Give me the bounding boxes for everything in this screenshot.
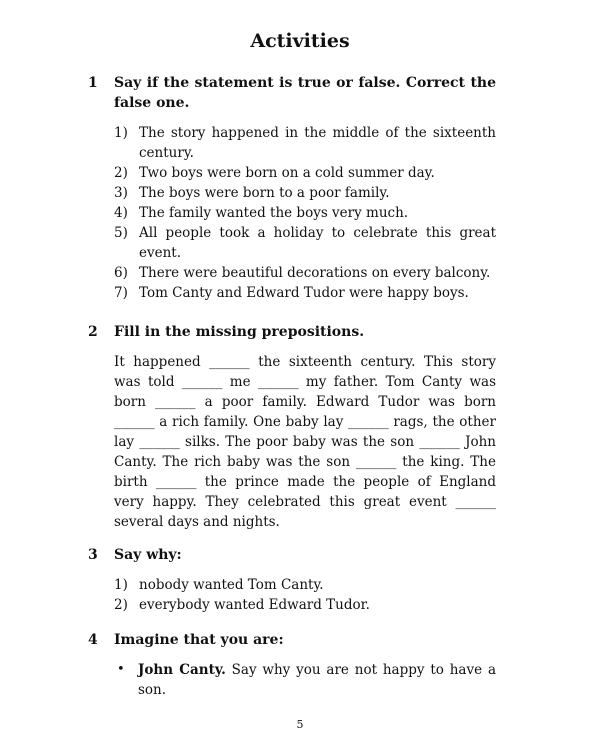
- page-title: Activities: [250, 30, 350, 52]
- item-text: Two boys were born on a cold summer day.: [139, 165, 435, 181]
- list-item: [114, 595, 496, 615]
- list-item: [114, 223, 496, 263]
- list-item: [114, 283, 496, 303]
- list-item: [114, 123, 496, 163]
- list-item: [114, 183, 496, 203]
- item-text: The story happened in the middle of the sixteenth century.: [139, 125, 496, 161]
- activity-number: 4: [88, 632, 98, 648]
- bullet-icon: •: [117, 662, 125, 677]
- reason-list: [114, 575, 496, 615]
- item-number: 6): [114, 265, 128, 281]
- item-text: The boys were born to a poor family.: [139, 185, 390, 201]
- item-number: 1): [114, 125, 128, 141]
- item-text: everybody wanted Edward Tudor.: [139, 597, 370, 613]
- item-number: 3): [114, 185, 128, 201]
- item-text: All people took a holiday to celebrate this great event.: [139, 225, 496, 261]
- item-text: The family wanted the boys very much.: [139, 205, 409, 221]
- role-name: John Canty.: [138, 662, 226, 678]
- statement-list: [114, 123, 496, 303]
- item-number: 5): [114, 225, 128, 241]
- fill-in-paragraph: It happened ______ the sixteenth century. This story was told ______ me ______ my father. Tom Canty was born ______ a poor family. Edward Tudor was born ______ a rich family. One baby lay ______ rags, the other lay ______ silks. The poor baby was the son ______ John Canty. The rich baby was the son ______ the king. The birth ______ the prince made the people of England very happy. They celebrated this great event ______ several days and nights.: [114, 354, 496, 530]
- item-number: 4): [114, 205, 128, 221]
- activity-number: 2: [88, 324, 98, 340]
- activity-instruction: Say if the statement is true or false. Correct the false one.: [114, 75, 496, 111]
- item-number: 2): [114, 165, 128, 181]
- activity-instruction: Imagine that you are:: [114, 632, 284, 648]
- item-number: 7): [114, 285, 128, 301]
- bullet-list: [114, 660, 496, 700]
- item-text: nobody wanted Tom Canty.: [139, 577, 324, 593]
- list-item: [114, 163, 496, 183]
- bullet-text: Say why you are not happy to have a son.: [138, 662, 496, 698]
- item-text: Tom Canty and Edward Tudor were happy boys.: [139, 285, 469, 301]
- page-number: 5: [296, 718, 304, 731]
- activity-number: 1: [88, 75, 98, 91]
- item-number: 2): [114, 597, 128, 613]
- activity-instruction: Say why:: [114, 547, 182, 563]
- bullet-item: [114, 660, 496, 700]
- item-number: 1): [114, 577, 128, 593]
- list-item: [114, 263, 496, 283]
- activity-instruction: Fill in the missing prepositions.: [114, 324, 365, 340]
- list-item: [114, 203, 496, 223]
- item-text: There were beautiful decorations on every balcony.: [139, 265, 491, 281]
- list-item: [114, 575, 496, 595]
- activity-number: 3: [88, 547, 98, 563]
